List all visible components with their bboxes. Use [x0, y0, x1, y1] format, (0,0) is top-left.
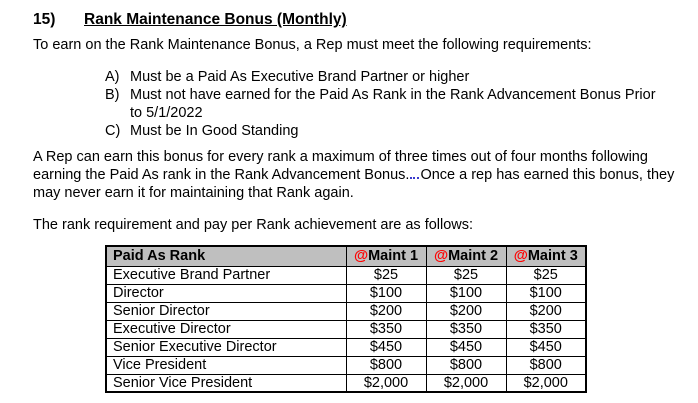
double-space-grammar-mark: [410, 166, 419, 179]
maint-1-value: $100: [346, 284, 426, 302]
maint-2-value: $100: [426, 284, 506, 302]
table-row: [106, 338, 586, 356]
rank-maintenance-table: [105, 245, 587, 393]
table-intro-paragraph: The rank requirement and pay per Rank achievement are as follows:: [33, 217, 474, 233]
list-item: [105, 68, 672, 86]
rank-name-cell: Director: [106, 284, 346, 302]
section-title: Rank Maintenance Bonus (Monthly): [84, 11, 347, 28]
requirements-list: [105, 68, 672, 140]
header-maint-2-label: Maint 2: [448, 248, 499, 265]
maint-3-value: $200: [506, 302, 586, 320]
table-header-row: [106, 246, 586, 266]
header-maint-1: [346, 246, 426, 266]
table-row: [106, 374, 586, 392]
header-maint-3: [506, 246, 586, 266]
list-item-text: Must be In Good Standing: [130, 123, 299, 139]
rank-name-cell: Senior Director: [106, 302, 346, 320]
earning-rules-paragraph: [33, 148, 681, 202]
list-item-text: Must be a Paid As Executive Brand Partner or higher: [130, 69, 470, 85]
list-item: [105, 122, 672, 140]
maint-1-value: $350: [346, 320, 426, 338]
list-marker: B): [105, 87, 120, 103]
maint-3-value: $800: [506, 356, 586, 374]
list-marker: A): [105, 69, 120, 85]
maint-2-value: $200: [426, 302, 506, 320]
maint-2-value: $25: [426, 266, 506, 284]
maint-3-value: $450: [506, 338, 586, 356]
maint-3-value: $2,000: [506, 374, 586, 392]
maint-2-value: $450: [426, 338, 506, 356]
intro-paragraph: To earn on the Rank Maintenance Bonus, a Rep must meet the following requirements:: [33, 37, 592, 53]
maint-2-value: $800: [426, 356, 506, 374]
header-maint-3-label: Maint 3: [527, 248, 578, 265]
section-number: 15): [33, 11, 56, 28]
table-row: [106, 284, 586, 302]
table-row: [106, 266, 586, 284]
maint-1-value: $2,000: [346, 374, 426, 392]
table-row: [106, 302, 586, 320]
maint-3-value: $25: [506, 266, 586, 284]
table-row: [106, 320, 586, 338]
maint-3-value: $350: [506, 320, 586, 338]
maint-2-value: $350: [426, 320, 506, 338]
list-item: [105, 86, 672, 122]
header-paid-as-rank: Paid As Rank: [106, 246, 346, 266]
list-marker: C): [105, 123, 121, 139]
maint-1-value: $800: [346, 356, 426, 374]
section-heading: [33, 11, 672, 29]
rank-name-cell: Executive Brand Partner: [106, 266, 346, 284]
rank-name-cell: Vice President: [106, 356, 346, 374]
maint-1-value: $25: [346, 266, 426, 284]
header-maint-2: [426, 246, 506, 266]
maint-1-value: $450: [346, 338, 426, 356]
at-symbol: @: [353, 248, 369, 265]
list-item-text: Must not have earned for the Paid As Rank in the Rank Advancement Bonus Prior to 5/1/2022: [130, 87, 656, 121]
maint-1-value: $200: [346, 302, 426, 320]
table-row: [106, 356, 586, 374]
maint-2-value: $2,000: [426, 374, 506, 392]
maint-3-value: $100: [506, 284, 586, 302]
earning-rules-text-before: A Rep can earn this bonus for every rank a maximum of three times out of four months following earning the Paid As rank in the Rank Advancement Bonus.: [33, 149, 648, 183]
at-symbol: @: [513, 248, 528, 265]
at-symbol: @: [433, 248, 449, 265]
earning-rules-text-after: Once a rep has earned this bonus, they may never earn it for maintaining that Rank again.: [33, 167, 675, 201]
rank-name-cell: Senior Vice President: [106, 374, 346, 392]
rank-name-cell: Senior Executive Director: [106, 338, 346, 356]
rank-name-cell: Executive Director: [106, 320, 346, 338]
header-maint-1-label: Maint 1: [368, 248, 419, 265]
